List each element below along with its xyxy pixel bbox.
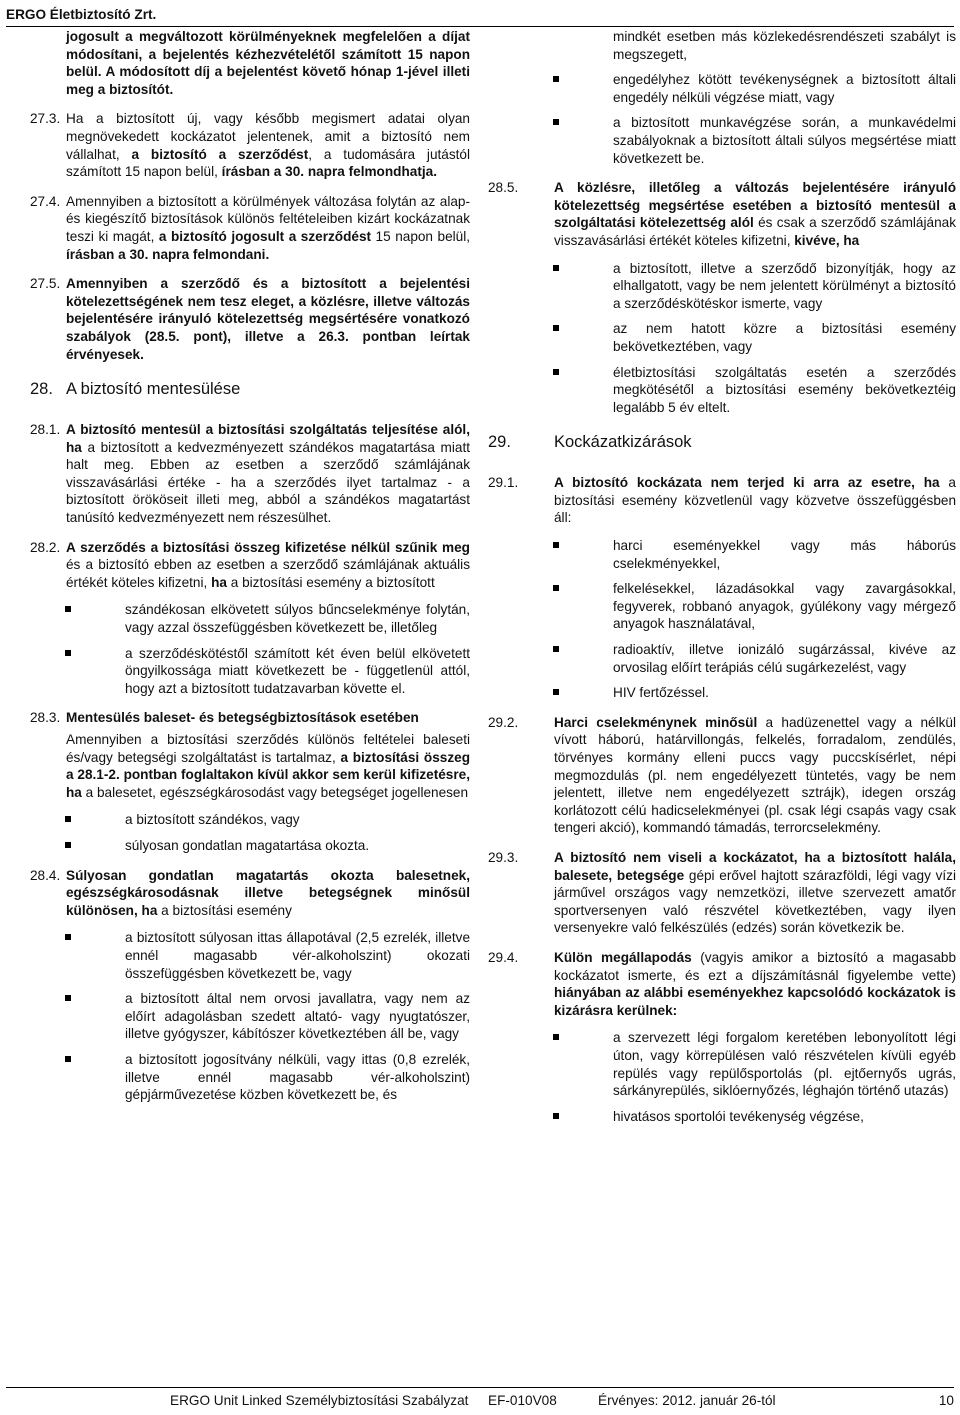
list-29-4	[488, 1029, 956, 1125]
text: a biztosítási esemény közvetlenül vagy közvetve összefüggésben áll:	[554, 475, 956, 526]
bullet-square-icon	[553, 542, 559, 548]
bullet-square-icon	[553, 325, 559, 331]
section-text	[66, 110, 470, 180]
list-item	[553, 114, 956, 167]
list-item	[553, 1108, 956, 1126]
bullet-square-icon	[65, 650, 71, 656]
text: 15 napon belül,	[371, 228, 471, 244]
bold-text: A közlésre, illetőleg a változás bejelentésére irányuló kötelezettség megsértése esetében a biztosító mentesül a szolgáltatási kötelezettség alól	[554, 180, 956, 231]
list-item	[553, 71, 956, 106]
bold-text: írásban a 30. napra felmondhatja.	[221, 164, 437, 180]
bold-text: a biztosító a szerződést	[131, 146, 309, 162]
heading-title: Kockázatkizárások	[554, 433, 692, 452]
list-item	[553, 684, 956, 702]
text: a biztosítási esemény	[157, 902, 292, 918]
text: a biztosítási esemény a biztosított	[226, 574, 435, 590]
list-item	[553, 537, 956, 572]
section-27-3	[30, 110, 470, 180]
section-text	[554, 949, 956, 1019]
list-item	[65, 929, 470, 982]
list-continued	[488, 28, 956, 167]
section-28-4	[30, 867, 470, 920]
bullet-square-icon	[553, 1113, 559, 1119]
section-number: 28.3.	[30, 710, 61, 726]
section-text	[66, 193, 470, 263]
bullet-square-icon	[553, 369, 559, 375]
section-number: 29.3.	[488, 849, 519, 865]
bullet-square-icon	[65, 1056, 71, 1062]
section-27-4	[30, 193, 470, 263]
heading-number: 29.	[488, 433, 511, 452]
list-item-text: mindkét esetben más közlekedésrendészeti szabályt is megszegett,	[613, 29, 956, 62]
company-header: ERGO Életbiztosító Zrt.	[6, 7, 157, 22]
section-text	[554, 849, 956, 937]
section-28-5	[488, 179, 956, 249]
list-item	[65, 811, 470, 829]
list-item	[553, 641, 956, 676]
section-28-1	[30, 421, 470, 527]
list-item	[65, 837, 470, 855]
bold-text: a biztosítási összeg a 28.1-2. pontban foglaltakon kívül akkor sem kerül kifizetésre, ha	[66, 749, 470, 800]
list-item-text: a biztosított szándékos, vagy	[125, 812, 300, 828]
list-item	[65, 645, 470, 698]
section-number: 29.2.	[488, 714, 519, 730]
list-29-1	[488, 537, 956, 702]
bold-text: A biztosító mentesül a biztosítási szolgáltatás teljesítése alól, ha	[66, 422, 470, 455]
list-28-4	[30, 929, 470, 1103]
list-item-text: az nem hatott közre a biztosítási esemény bekövetkeztében, vagy	[613, 321, 956, 354]
page-number: 10	[938, 1393, 954, 1408]
text: a biztosított a kedvezményezett szándékos magatartása miatt halt meg. Ebben az esetben a szerződő számlájának visszavásárlási értéke - ha a szerződés ilyet tartalmaz - a biztosított örököseit illeti meg, abból a szándékos magatartást tanúsító kedvezményezett nem részesülhet.	[66, 439, 470, 526]
section-27-5	[30, 275, 470, 363]
bullet-square-icon	[553, 119, 559, 125]
list-item	[553, 260, 956, 313]
section-text	[554, 474, 956, 527]
list-item	[65, 990, 470, 1043]
section-number: 28.1.	[30, 422, 61, 438]
list-item-text: a szerződéskötéstől számított két éven belül elkövetett öngyilkossága miatt következett be - függetlenül attól, hogy azt a biztosított tudatzavarban követte el.	[125, 645, 470, 696]
list-item-text: harci eseményekkel vagy más háborús cselekményekkel,	[613, 538, 956, 571]
bullet-square-icon	[553, 76, 559, 82]
list-item-text: a biztosított súlyosan ittas állapotával (2,5 ezrelék, illetve ennél magasabb vér-alkoholszint) okozati összefüggésben következett be, vagy	[125, 930, 470, 981]
bold-text: Külön megállapodás	[554, 949, 692, 965]
footer-title: ERGO Unit Linked Személybiztosítási Szabályzat	[170, 1393, 469, 1408]
bold-text: írásban a 30. napra felmondani.	[66, 246, 270, 262]
text: Ha a biztosított új, vagy később megismert adatai olyan megnövekedett kockázatot jelentenek, amit a biztosító nem vállalhat,	[66, 111, 470, 162]
bold-text: ha	[211, 574, 227, 590]
list-28-2	[30, 601, 470, 697]
bullet-square-icon	[553, 1034, 559, 1040]
section-text	[554, 714, 956, 837]
list-item-text: életbiztosítási szolgáltatás esetén a szerződés megkötésétől a biztosítási esemény bekövetkeztéig legalább 5 év eltelt.	[613, 364, 956, 415]
section-text	[66, 867, 470, 920]
bullet-square-icon	[65, 816, 71, 822]
section-29-3	[488, 849, 956, 937]
bullet-square-icon	[65, 934, 71, 940]
text: és csak a szerződő számlájának visszavásárlási értékét köteles kifizetni,	[554, 215, 956, 248]
bold-text: A biztosító kockázata nem terjed ki arra az esetre, ha	[554, 475, 940, 491]
bullet-square-icon	[553, 585, 559, 591]
section-text	[66, 539, 470, 592]
bullet-square-icon	[553, 265, 559, 271]
text: és a biztosító ebben az esetben a szerződő számlájának aktuális értékét köteles kifizetni,	[66, 557, 470, 590]
list-item-text: a biztosított jogosítvány nélküli, vagy ittas (0,8 ezrelék, illetve ennél magasabb vér-alkoholszint) gépjárművezetése közben következett be, és	[125, 1051, 470, 1103]
footer-divider	[6, 1387, 954, 1388]
text: (vagyis amikor a biztosító a magasabb kockázatot ismerte, és ezt a díjszámításnál figyelembe vette)	[554, 949, 957, 983]
text: a hadüzenettel vagy a nélkül vívott háború, határvillongás, felkelés, forradalom, zendülés, törvényes kormány elleni puccs vagy puccskísérlet, népi megmozdulás (pl. nem engedélyezett tüntetés, vagy be nem jelentett, illetve nem engedélyezett sztrájk), idegen ország korlátozott célú hadicselekményei (pl. csak légi csapás vagy csak tengeri akció), kommandó támadás, terrorcselekmény.	[554, 714, 956, 836]
list-item-text: felkelésekkel, lázadásokkal vagy zavargásokkal, fegyverek, robbanó anyagok, gyúlékony vagy mérgező anyagok használatával,	[613, 581, 956, 632]
section-text	[554, 179, 956, 249]
section-text	[66, 421, 470, 527]
bold-text: a biztosító jogosult a szerződést	[158, 228, 372, 244]
list-item	[553, 364, 956, 417]
bullet-square-icon	[65, 842, 71, 848]
bullet-square-icon	[553, 646, 559, 652]
list-28-5	[488, 260, 956, 417]
list-item-text: HIV fertőzéssel.	[613, 685, 709, 701]
list-item-text: súlyosan gondatlan magatartása okozta.	[125, 837, 370, 853]
bold-text: A szerződés a biztosítási összeg kifizetése nélkül szűnik meg	[66, 539, 470, 555]
section-number: 27.5.	[30, 276, 61, 292]
section-28-3-text	[66, 731, 470, 801]
list-item	[553, 320, 956, 355]
bullet-square-icon	[553, 689, 559, 695]
list-item	[553, 1029, 956, 1099]
section-29-4	[488, 949, 956, 1019]
heading-28	[30, 379, 470, 399]
section-number: 29.4.	[488, 949, 519, 965]
heading-title: A biztosító mentesülése	[66, 380, 241, 399]
bold-text: Harci cselekménynek minősül	[554, 714, 758, 730]
section-number: 29.1.	[488, 475, 519, 491]
list-item-text: a biztosított munkavégzése során, a munkavédelmi szabályoknak a biztosított általi súlyos megsértése miatt következett be.	[613, 115, 956, 166]
list-item-text: hivatásos sportolói tevékenység végzése,	[613, 1108, 864, 1124]
header-divider	[6, 26, 954, 27]
bullet-square-icon	[65, 995, 71, 1001]
list-item-text: szándékosan elkövetett súlyos bűncselekménye folytán, vagy azzal összefüggésben következett be, illetőleg	[125, 602, 470, 636]
list-item	[65, 601, 470, 636]
list-item	[553, 580, 956, 633]
section-28-3	[30, 709, 470, 727]
text: Amennyiben a biztosítási szerződés különös feltételei baleseti és/vagy betegségi szolgáltatást is tartalmaz,	[66, 732, 470, 765]
section-number: 28.2.	[30, 539, 61, 555]
left-column	[30, 28, 470, 1116]
section-number: 27.4.	[30, 193, 61, 209]
list-item-text: a szervezett légi forgalom keretében lebonyolított légi úton, vagy körrepülésen való részvételen kívüli egyéb repülés vagy repülősportolás (pl. ejtőernyős ugrás, sárkányrepülés, siklóernyőzés, léghajón történő utazás)	[613, 1030, 956, 1099]
text: , a tudomására jutástól számított 15 napon belül,	[66, 146, 470, 180]
section-number: 27.3.	[30, 111, 61, 127]
bullet-square-icon	[65, 606, 71, 612]
section-29-1	[488, 474, 956, 527]
section-29-2	[488, 714, 956, 837]
bold-text: hiányában az alábbi eseményekhez kapcsolódó kockázatok is kizárásra kerülnek:	[554, 985, 956, 1018]
right-column	[488, 28, 956, 1137]
section-28-2	[30, 539, 470, 592]
list-item-text: engedélyhez kötött tevékenységnek a biztosított általi engedély nélküli végzése miatt, vagy	[613, 72, 956, 105]
section-number: 28.4.	[30, 867, 61, 883]
footer-code: EF-010V08	[488, 1393, 557, 1408]
list-item-text: a biztosított által nem orvosi javallatra, vagy nem az előírt adagolásban szedett altató- vagy nyugtatószer, illetve gyógyszer, kábítószer következtében áll be, vagy	[125, 991, 470, 1042]
list-item	[553, 28, 956, 63]
section-text: Amennyiben a szerződő és a biztosított a bejelentési kötelezettségének nem tesz eleget, a közlésre, illetve változás bejelentésére irányuló kötelezettség megsértésére vonatkozó szabályok (28.5. pont), illetve a 26.3. pontban leírtak érvényesek.	[66, 276, 470, 362]
bold-text: A biztosító nem viseli a kockázatot, ha a biztosított halála, balesete, betegsége	[554, 849, 956, 883]
list-28-3	[30, 811, 470, 854]
section-number: 28.5.	[488, 180, 519, 196]
heading-number: 28.	[30, 380, 53, 399]
footer-valid: Érvényes: 2012. január 26-tól	[598, 1393, 776, 1408]
list-item-text: a biztosított, illetve a szerződő bizonyítják, hogy az elhallgatott, vagy be nem jelentett körülményt a biztosító a szerződéskötéskor ismerte, vagy	[613, 260, 956, 311]
intro-paragraph: jogosult a megváltozott körülményeknek megfelelően a díjat módosítani, a bejelentés kézhezvételétől számított 15 napon belül. A módosított díj a bejelentést követő hónap 1-jével illeti meg a biztosítót.	[66, 29, 470, 97]
list-item	[65, 1051, 470, 1104]
text: gépi erővel hajtott szárazföldi, légi vagy vízi járművel országos vagy nemzetközi, illetve szervezett amatőr sportversenyen való részvétel következtében, vagy ilyen versenyekre való felkészülés (edzés) során következik be.	[554, 867, 956, 936]
bold-text: Súlyosan gondatlan magatartás okozta balesetnek, egészségkárosodásnak illetve betegségnek minősül különösen, ha	[66, 867, 470, 918]
bold-text: kivéve, ha	[794, 232, 860, 248]
text: Amennyiben a biztosított a körülmények változása folytán az alap- és kiegészítő biztosítások különös feltételeiben kizárt kockázatnak teszi ki magát,	[66, 193, 470, 244]
section-title: Mentesülés baleset- és betegségbiztosítások esetében	[66, 710, 419, 726]
heading-29	[488, 432, 956, 452]
text: a balesetet, egészségkárosodást vagy betegséget jogellenesen	[81, 784, 469, 800]
list-item-text: radioaktív, illetve ionizáló sugárzással, kivéve az orvosilag előírt terápiás célú sugárkezelést, vagy	[613, 642, 956, 675]
